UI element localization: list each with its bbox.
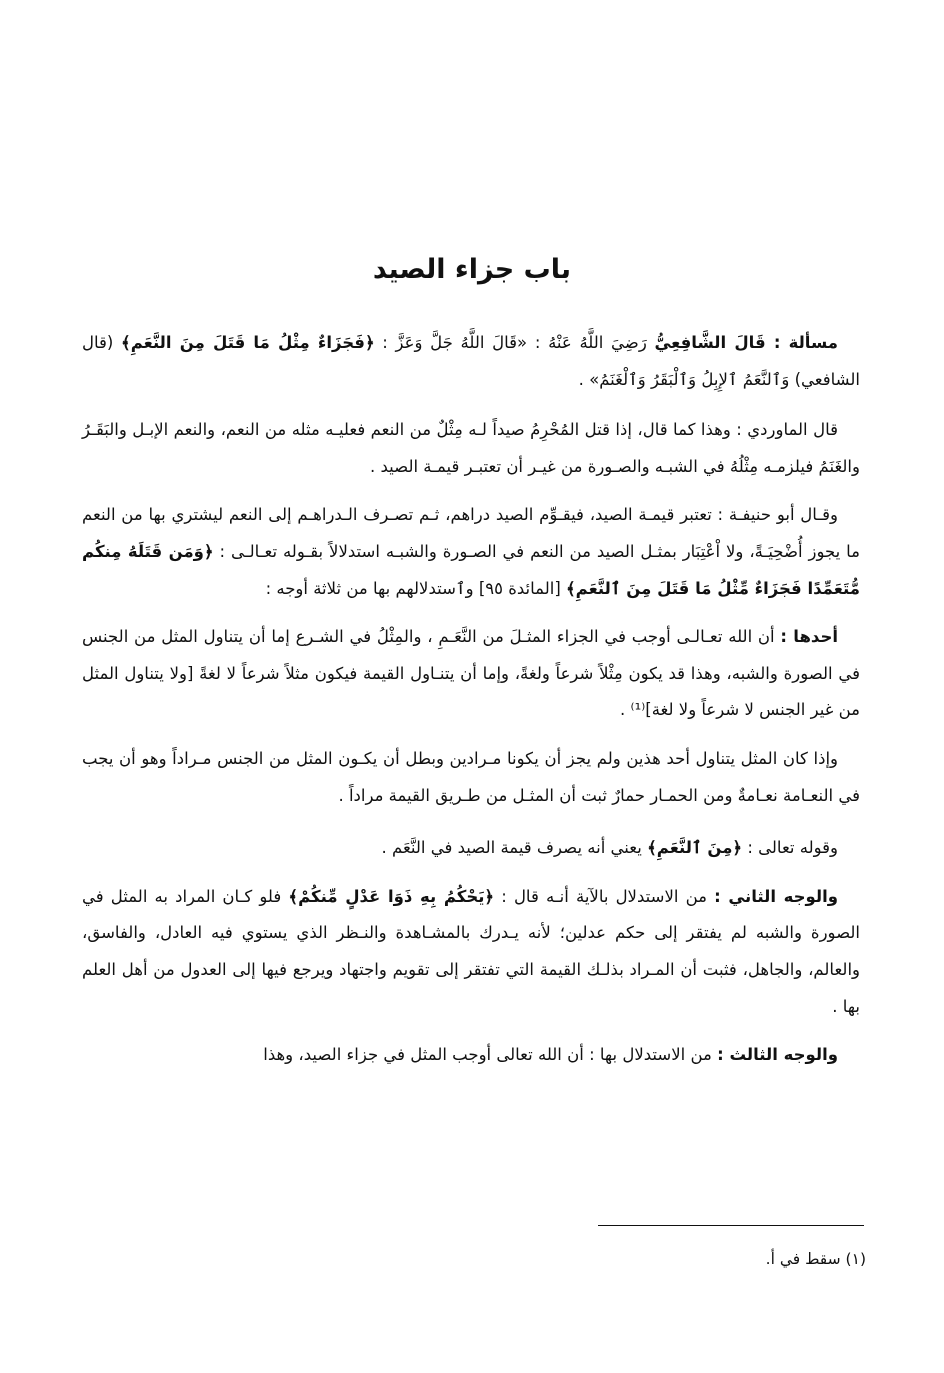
quran-quote: ﴿فَجَزَاءٌ مِثْلُ مَا قَتَلَ مِنَ النَّعَمِ﴾ <box>121 333 375 352</box>
paragraph-lead: مسألة : قَالَ الشَّافِعِيُّ <box>654 333 839 352</box>
paragraph-first-aspect <box>82 619 860 729</box>
chapter-title: باب جزاء الصيد <box>372 254 572 285</box>
paragraph-mithl <box>82 741 860 814</box>
paragraph-text: من الاستدلال بها : أن الله تعالى أوجب المثل في جزاء الصيد، وهذا <box>263 1045 718 1065</box>
paragraph-text: من الاستدلال بالآية أنـه قال : <box>494 886 715 906</box>
paragraph-tail: فلو كـان المراد به المثل في الصورة والشبه لم يفتقر إلى حكم عدلين؛ لأنه يـدرك بالمشـاهدة والنـظر الذي يستوي فيه العادل، والفاسق، والعالم، والجاهل، فثبت أن المـراد بذلـك القيمة التي تفتقر إلى تقويم واجتهاد ويرجع فيها إلى العدول من أهل العلم بها . <box>82 886 860 1016</box>
paragraph-second-aspect <box>82 879 860 1025</box>
footnote-divider <box>598 1225 864 1226</box>
paragraph-text: قال الماوردي : وهذا كما قال، إذا قتل المُحْرِمُ صيداً لـه مِثْلٌ من النعم فعليـه مثله من النعم، والنعم الإبـل والبَقَـرُ والغَنَمُ فيلزمـه مِثْلُهُ في الشبـه والصـورة من غيـر أن تعتبـر قيمـة الصيد . <box>82 420 860 476</box>
paragraph-text: وإذا كان المثل يتناول أحد هذين ولم يجز أن يكونا مـرادين وبطل أن يكـون المثل من الجنس مـراداً وهو أن يجب في النعـامة نعـامةٌ ومن الحمـار حمارٌ ثبت أن المثـل من طـريق القيمة مراداً . <box>82 748 860 805</box>
paragraph-tail: (قال الشافعي) وَٱلنَّعَمُ ٱلإِبِلُ وَٱلْبَقَرُ وَٱلْغَنَمُ» . <box>82 333 860 389</box>
paragraph-text: وقـال أبو حنيفـة : تعتبر قيمـة الصيد، فيقـوِّم الصيد دراهم، ثـم تصـرف الـدراهـم إلى النعم ليشتري بها من النعم ما يجوز أُضْحِيَـةً، ولا اْعْتِبَار بمثـل الصيد من النعم في الصـورة والشبـه استدلالاً بقـوله تعـالـى : <box>82 505 860 561</box>
body-text <box>82 325 860 1086</box>
footnote: (١) سقط في أ. <box>765 1250 866 1268</box>
paragraph-masala <box>82 325 860 398</box>
paragraph-text: وقوله تعالى : <box>742 838 838 858</box>
quran-quote: ﴿مِنَ ٱلنَّعَمِ﴾ <box>647 838 743 858</box>
paragraph-text: رَضِيَ اللَّهُ عَنْهُ : «قَالَ اللَّهُ جَلَّ وَعَزَّ : <box>374 333 655 352</box>
paragraph-mawardi <box>82 412 860 485</box>
quran-quote: ﴿يَحْكُمُ بِهِ ذَوَا عَدْلٍ مِّنكُمْ﴾ <box>288 886 495 906</box>
paragraph-lead: والوجه الثاني : <box>714 886 838 906</box>
quran-quote: ﴿وَمَن قَتَلَهُ مِنكُم مُّتَعَمِّدًا فَجَزَاءٌ مِّثْلُ مَا قَتَلَ مِنَ ٱلنَّعَمِ﴾ <box>82 541 860 598</box>
paragraph-min-annaam <box>82 830 860 867</box>
paragraph-text: أن الله تعـالـى أوجب في الجزاء المثـلَ من النَّعَـمِ ، والمِثْلُ في الشـرع إما أن يتناول المثل من الجنس في الصورة والشبه، وهذا قد يكون مِثْلاً شرعاً ولغةً، وإما أن يتنـاول القيمة فيكون مثلاً شرعاً لا لغةً [ولا يتناول المثل من غير الجنس لا شرعاً ولا لغة]⁽¹⁾ . <box>82 627 860 720</box>
paragraph-lead: أحدها : <box>780 627 838 647</box>
paragraph-third-aspect <box>82 1037 860 1074</box>
paragraph-lead: والوجه الثالث : <box>717 1045 838 1065</box>
paragraph-abu-hanifa <box>82 497 860 607</box>
paragraph-tail: [المائدة ٩٥] وٱستدلالهم بها من ثلاثة أوجه : <box>265 578 567 598</box>
paragraph-tail: يعني أنه يصرف قيمة الصيد في النَّعَم . <box>381 838 648 858</box>
